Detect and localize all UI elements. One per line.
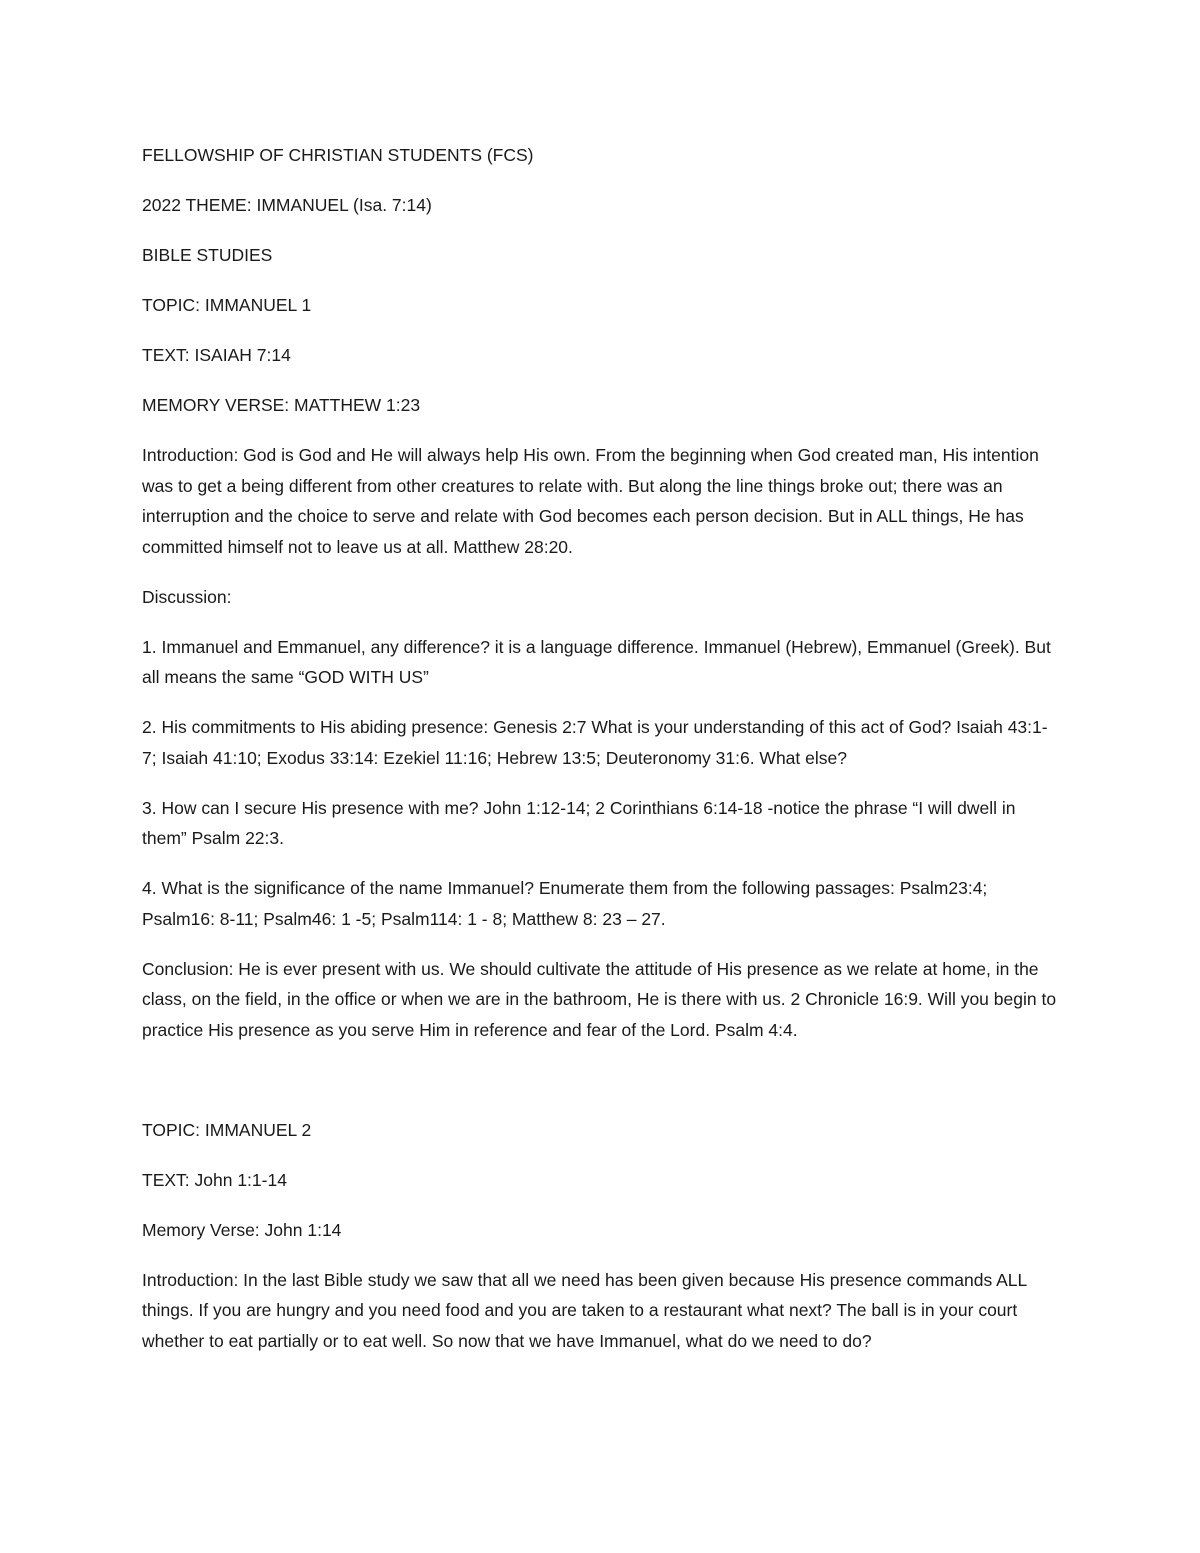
discussion-point-4: 4. What is the significance of the name Immanuel? Enumerate them from the following passages: Psalm23:4; Psalm16: 8-11; Psalm46: 1 -5; Psalm114: 1 - 8; Matthew 8: 23 – 27. bbox=[142, 878, 988, 929]
theme-line: 2022 THEME: IMMANUEL (Isa. 7:14) bbox=[142, 195, 432, 215]
study1-discussion-label: Discussion: bbox=[142, 586, 232, 607]
discussion-point-1: 1. Immanuel and Emmanuel, any difference? it is a language difference. Immanuel (Hebrew), Emmanuel (Greek). But all means the same “GOD WITH US” bbox=[142, 636, 1051, 687]
study1-topic: TOPIC: IMMANUEL 1 bbox=[142, 295, 312, 315]
organization-heading: FELLOWSHIP OF CHRISTIAN STUDENTS (FCS) bbox=[142, 145, 534, 165]
discussion-point-2: 2. His commitments to His abiding presence: Genesis 2:7 What is your understanding of this act of God? Isaiah 43:1-7; Isaiah 41:10; Exodus 33:14: Ezekiel 11:16; Hebrew 13:5; Deuteronomy 31:6. What else? bbox=[142, 717, 1048, 768]
discussion-point-3: 3. How can I secure His presence with me? John 1:12-14; 2 Corinthians 6:14-18 -notice the phrase “I will dwell in them” Psalm 22:3. bbox=[142, 797, 1016, 848]
study1-text: TEXT: ISAIAH 7:14 bbox=[142, 345, 291, 365]
study1-memory-verse: MEMORY VERSE: MATTHEW 1:23 bbox=[142, 395, 421, 415]
section-spacer bbox=[142, 1065, 1060, 1115]
document-body bbox=[142, 140, 1060, 1376]
study1-introduction: Introduction: God is God and He will always help His own. From the beginning when God created man, His intention was to get a being different from other creatures to relate with. But along the line things broke out; there was an interruption and the choice to serve and relate with God becomes each person decision. But in ALL things, He has committed himself not to leave us at all. Matthew 28:20. bbox=[142, 445, 1039, 557]
study2-introduction: Introduction: In the last Bible study we saw that all we need has been given because His presence commands ALL things. If you are hungry and you need food and you are taken to a restaurant what next? The ball is in your court whether to eat partially or to eat well. So now that we have Immanuel, what do we need to do? bbox=[142, 1269, 1027, 1351]
study2-topic: TOPIC: IMMANUEL 2 bbox=[142, 1119, 312, 1140]
study2-text: TEXT: John 1:1-14 bbox=[142, 1169, 287, 1190]
study1-conclusion: Conclusion: He is ever present with us. We should cultivate the attitude of His presence as we relate at home, in the class, on the field, in the office or when we are in the bathroom, He is there with us. 2 Chronicle 16:9. Will you begin to practice His presence as you serve Him in reference and fear of the Lord. Psalm 4:4. bbox=[142, 958, 1057, 1040]
study2-memory-verse: Memory Verse: John 1:14 bbox=[142, 1219, 342, 1240]
section-heading: BIBLE STUDIES bbox=[142, 245, 273, 265]
